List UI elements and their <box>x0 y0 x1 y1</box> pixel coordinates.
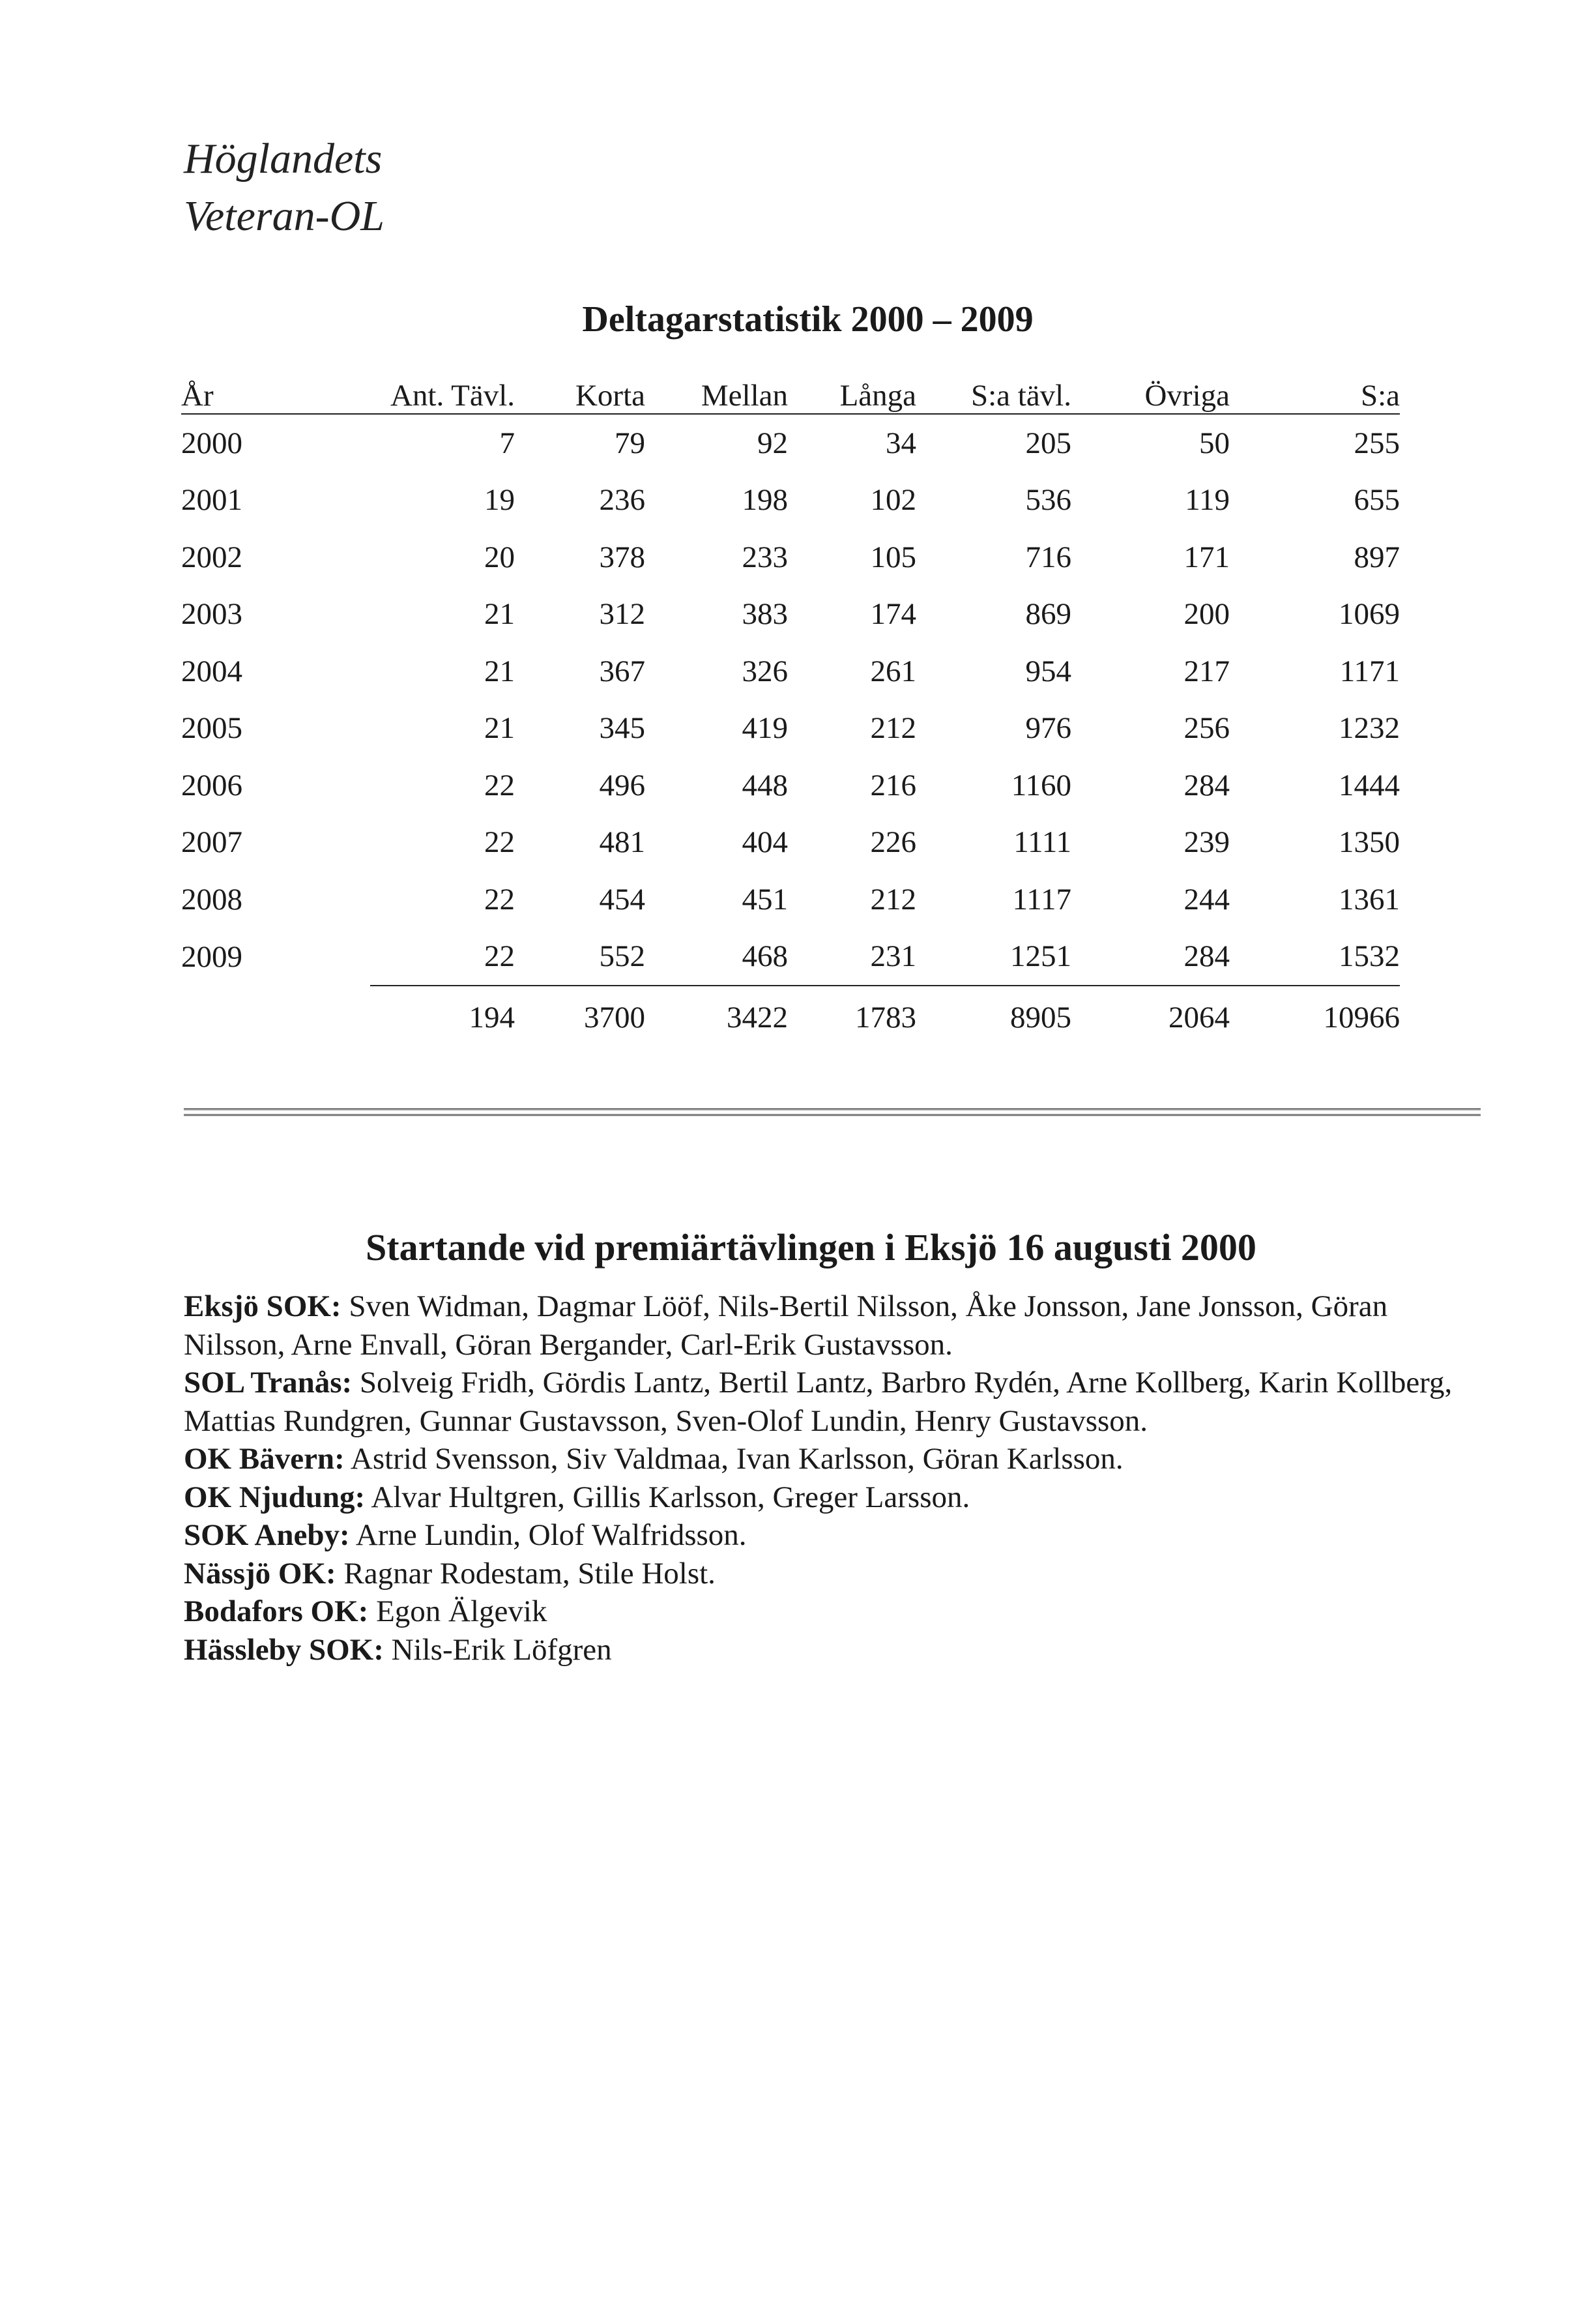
cell-short: 481 <box>599 825 645 860</box>
club-name: Nässjö OK: <box>184 1556 336 1591</box>
cell-long: 212 <box>870 882 916 917</box>
table-row <box>181 643 1400 700</box>
cell-long: 212 <box>870 711 916 746</box>
cell-sum: 1361 <box>1339 882 1400 917</box>
header-short: Korta <box>515 370 645 414</box>
total-sum: 10966 <box>1323 1000 1400 1034</box>
header-middle: Mellan <box>645 370 788 414</box>
club-members: Arne Lundin, Olof Walfridsson. <box>349 1518 747 1552</box>
club-members: Alvar Hultgren, Gillis Karlsson, Greger Larsson. <box>365 1480 970 1514</box>
club-name: Bodafors OK: <box>184 1594 369 1628</box>
cell-short: 454 <box>599 882 645 917</box>
cell-sum: 1232 <box>1339 711 1400 746</box>
document-title <box>184 130 384 245</box>
cell-middle: 404 <box>742 825 788 860</box>
table-row <box>181 814 1400 872</box>
cell-year: 2002 <box>181 540 242 574</box>
cell-short: 345 <box>599 711 645 746</box>
cell-year: 2004 <box>181 654 242 688</box>
cell-competitions: 22 <box>484 825 515 860</box>
table-row <box>181 472 1400 529</box>
total-competitions: 194 <box>469 1000 515 1034</box>
cell-other: 171 <box>1183 540 1230 574</box>
cell-long: 231 <box>788 928 916 986</box>
cell-sum-competitions: 1111 <box>1013 825 1071 860</box>
cell-sum-competitions: 716 <box>1025 540 1071 574</box>
cell-competitions: 22 <box>370 928 515 986</box>
header-sum: S:a <box>1230 370 1400 414</box>
club-name: OK Njudung: <box>184 1480 366 1514</box>
cell-middle: 198 <box>742 483 788 518</box>
header-year: År <box>181 370 370 414</box>
title-line-2: Veteran-OL <box>184 192 384 240</box>
cell-sum: 1171 <box>1339 654 1400 688</box>
header-other: Övriga <box>1071 370 1230 414</box>
cell-sum: 655 <box>1354 483 1400 518</box>
cell-sum-competitions: 205 <box>1025 426 1071 460</box>
cell-short: 378 <box>599 540 645 574</box>
header-sum-competitions: S:a tävl. <box>916 370 1071 414</box>
cell-middle: 448 <box>742 768 788 802</box>
cell-sum-competitions: 1160 <box>1011 768 1071 802</box>
club-members: Sven Widman, Dagmar Lööf, Nils-Bertil Nilsson, Åke Jonsson, Jane Jonsson, Göran Nilsson, Arne Envall, Göran Bergander, Carl-Erik Gustavsson. <box>184 1289 1388 1362</box>
cell-other: 119 <box>1185 483 1230 518</box>
table-row <box>181 871 1400 928</box>
cell-year: 2007 <box>181 825 242 860</box>
cell-sum: 255 <box>1354 426 1400 460</box>
cell-long: 102 <box>870 483 916 518</box>
club-members: Solveig Fridh, Gördis Lantz, Bertil Lantz, Barbro Rydén, Arne Kollberg, Karin Kollberg, Mattias Rundgren, Gunnar Gustavsson, Sven-Olof Lundin, Henry Gustavsson. <box>184 1366 1453 1438</box>
table-row <box>181 586 1400 643</box>
premiere-heading: Startande vid premiärtävlingen i Eksjö 16 augusti 2000 <box>366 1226 1256 1269</box>
cell-middle: 419 <box>742 711 788 746</box>
cell-short: 552 <box>515 928 645 986</box>
cell-year: 2009 <box>181 939 242 974</box>
cell-competitions: 7 <box>499 426 515 460</box>
cell-sum-competitions: 1117 <box>1012 882 1071 917</box>
cell-other: 217 <box>1183 654 1230 688</box>
cell-middle: 326 <box>742 654 788 688</box>
cell-sum: 897 <box>1354 540 1400 574</box>
table-header-row <box>181 370 1400 414</box>
club-entry <box>184 1440 1481 1478</box>
cell-other: 50 <box>1199 426 1230 460</box>
cell-year: 2006 <box>181 768 242 802</box>
club-entry <box>184 1555 1481 1593</box>
cell-sum-competitions: 1251 <box>916 928 1071 986</box>
cell-competitions: 21 <box>484 654 515 688</box>
cell-short: 496 <box>599 768 645 802</box>
cell-competitions: 19 <box>484 483 515 518</box>
club-members: Egon Älgevik <box>368 1594 547 1628</box>
cell-sum-competitions: 976 <box>1025 711 1071 746</box>
club-entry <box>184 1287 1481 1364</box>
table-row <box>181 757 1400 814</box>
cell-other: 284 <box>1071 928 1230 986</box>
club-name: Eksjö SOK: <box>184 1289 341 1323</box>
cell-long: 105 <box>870 540 916 574</box>
cell-middle: 468 <box>645 928 788 986</box>
club-members: Nils-Erik Löfgren <box>383 1632 612 1667</box>
club-name: Hässleby SOK: <box>184 1632 384 1667</box>
total-sum-competitions: 8905 <box>1010 1000 1071 1034</box>
club-entry <box>184 1592 1481 1631</box>
cell-sum: 1350 <box>1339 825 1400 860</box>
cell-competitions: 22 <box>484 882 515 917</box>
cell-long: 34 <box>886 426 916 460</box>
cell-year: 2000 <box>181 426 242 460</box>
cell-long: 174 <box>870 597 916 632</box>
cell-other: 284 <box>1183 768 1230 802</box>
cell-other: 256 <box>1183 711 1230 746</box>
cell-other: 200 <box>1183 597 1230 632</box>
club-name: SOK Aneby: <box>184 1518 350 1552</box>
cell-sum: 1444 <box>1339 768 1400 802</box>
cell-sum: 1532 <box>1230 928 1400 986</box>
cell-long: 226 <box>870 825 916 860</box>
club-name: OK Bävern: <box>184 1442 345 1476</box>
cell-short: 79 <box>615 426 645 460</box>
table-row <box>181 414 1400 472</box>
cell-long: 216 <box>870 768 916 802</box>
cell-short: 312 <box>599 597 645 632</box>
cell-sum-competitions: 869 <box>1025 597 1071 632</box>
cell-competitions: 20 <box>484 540 515 574</box>
cell-competitions: 21 <box>484 711 515 746</box>
club-entry <box>184 1364 1481 1440</box>
title-line-1: Höglandets <box>184 135 383 183</box>
cell-middle: 451 <box>742 882 788 917</box>
statistics-heading: Deltagarstatistik 2000 – 2009 <box>582 299 1034 340</box>
cell-other: 239 <box>1183 825 1230 860</box>
cell-sum-competitions: 954 <box>1025 654 1071 688</box>
section-divider <box>184 1108 1481 1116</box>
club-entry <box>184 1516 1481 1555</box>
cell-competitions: 21 <box>484 597 515 632</box>
header-long: Långa <box>788 370 916 414</box>
participant-statistics-table <box>181 370 1400 1048</box>
table-row <box>181 928 1400 986</box>
cell-middle: 233 <box>742 540 788 574</box>
club-entry <box>184 1478 1481 1517</box>
cell-sum: 1069 <box>1339 597 1400 632</box>
cell-other: 244 <box>1183 882 1230 917</box>
cell-year: 2008 <box>181 882 242 917</box>
club-members: Astrid Svensson, Siv Valdmaa, Ivan Karlsson, Göran Karlsson. <box>344 1442 1124 1476</box>
cell-year: 2001 <box>181 483 242 518</box>
table-row <box>181 700 1400 757</box>
cell-middle: 383 <box>742 597 788 632</box>
table-row <box>181 529 1400 586</box>
cell-year: 2005 <box>181 711 242 746</box>
total-long: 1783 <box>855 1000 916 1034</box>
cell-competitions: 22 <box>484 768 515 802</box>
club-name: SOL Tranås: <box>184 1366 353 1400</box>
club-entry <box>184 1631 1481 1669</box>
total-other: 2064 <box>1168 1000 1230 1034</box>
total-middle: 3422 <box>727 1000 788 1034</box>
header-competitions: Ant. Tävl. <box>370 370 515 414</box>
cell-sum-competitions: 536 <box>1025 483 1071 518</box>
cell-short: 367 <box>599 654 645 688</box>
cell-short: 236 <box>599 483 645 518</box>
club-participant-list <box>184 1287 1481 1669</box>
cell-long: 261 <box>870 654 916 688</box>
cell-year: 2003 <box>181 597 242 632</box>
table-totals-row <box>181 986 1400 1048</box>
club-members: Ragnar Rodestam, Stile Holst. <box>336 1556 716 1591</box>
cell-middle: 92 <box>757 426 788 460</box>
totals-label-cell <box>181 986 370 1048</box>
total-short: 3700 <box>584 1000 645 1034</box>
